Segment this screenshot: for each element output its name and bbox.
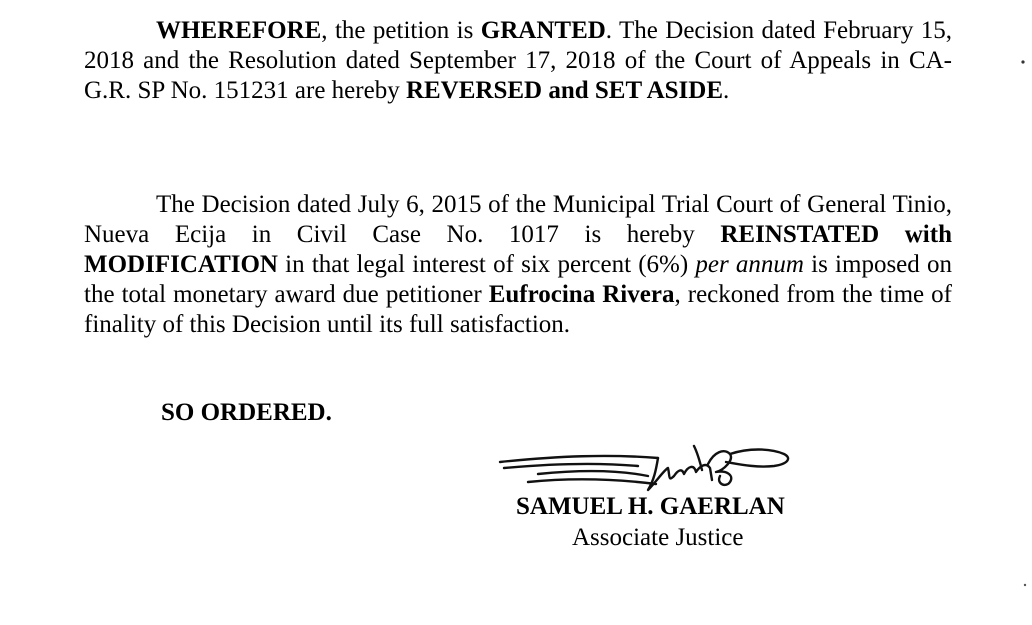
reinstated-text: REINSTATED with MODIFICATION [84, 221, 952, 278]
petition-text: , the petition is [321, 17, 481, 44]
period-text: . [723, 77, 730, 104]
granted-text: GRANTED [480, 17, 606, 44]
per-annum-text: per annum [695, 251, 804, 278]
award-text: is imposed on the total monetary award due petitioner [84, 251, 952, 308]
petitioner-name: Eufrocina Rivera [488, 281, 675, 308]
justice-title: Associate Justice [572, 524, 744, 551]
handwritten-signature-icon [498, 440, 793, 498]
so-ordered: SO ORDERED. [161, 399, 332, 426]
finality-text: , reckoned from the time of finality of this Decision until its full satisfaction. [84, 281, 953, 338]
justice-name: SAMUEL H. GAERLAN [516, 493, 785, 520]
decision-reference-text: . The Decision dated February 15, 2018 and the Resolution dated September 17, 2018 of the Court of Appeals in CA-G.R. SP No. 151231 are hereby [84, 17, 952, 104]
reinstatement-paragraph [84, 190, 952, 340]
interest-text: in that legal interest of six percent (6%) [277, 251, 696, 278]
dispositive-paragraph [84, 16, 952, 106]
wherefore-text: WHEREFORE [156, 17, 322, 44]
mtc-decision-text: The Decision dated July 6, 2015 of the Municipal Trial Court of General Tinio, Nueva Ecija in Civil Case No. 1017 is hereby [84, 191, 952, 248]
reversed-text: REVERSED and SET ASIDE [405, 77, 723, 104]
